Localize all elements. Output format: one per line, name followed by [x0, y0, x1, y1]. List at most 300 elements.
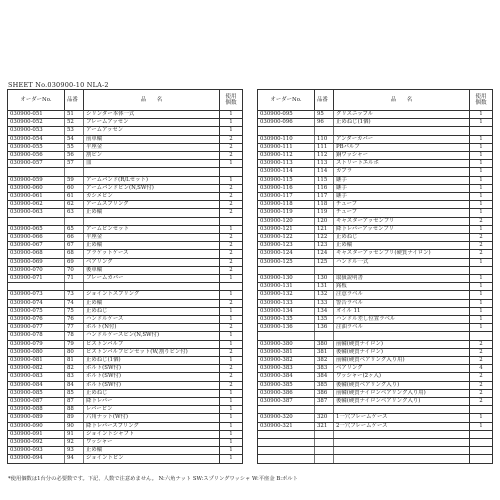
part-name-cell: レバーピン [84, 406, 220, 414]
table-row [8, 348, 243, 356]
table-row [8, 119, 243, 127]
order-no-cell: 030900-382 [258, 357, 315, 365]
part-name-cell: 平座金 [84, 143, 220, 151]
order-no-cell: 030900-081 [8, 357, 65, 365]
part-no-cell: 68 [65, 250, 84, 258]
table-row [8, 266, 243, 274]
order-no-cell: 030900-135 [258, 316, 315, 324]
part-no-cell: 54 [65, 135, 84, 143]
qty-cell: 2 [220, 242, 243, 250]
part-no-cell [315, 332, 334, 340]
part-no-cell: 115 [315, 176, 334, 184]
order-no-cell: 030900-116 [258, 184, 315, 192]
table-row [8, 455, 243, 463]
part-no-cell: 89 [65, 414, 84, 422]
part-no-cell: 77 [65, 324, 84, 332]
qty-cell: 2 [470, 398, 493, 406]
order-no-cell: 030900-062 [8, 201, 65, 209]
table-row [258, 406, 493, 414]
qty-cell: 1 [470, 414, 493, 422]
qty-cell: 1 [470, 422, 493, 430]
part-no-cell: 95 [315, 111, 334, 119]
table-row [258, 266, 493, 274]
part-name-cell [334, 406, 470, 414]
part-no-cell [315, 406, 334, 414]
order-no-cell: 030900-111 [258, 143, 315, 151]
table-row [8, 357, 243, 365]
part-name-cell: 前輪(硬質ベアリング入り用) [334, 357, 470, 365]
table-row [8, 365, 243, 373]
order-no-cell: 030900-078 [8, 332, 65, 340]
table-row [258, 250, 493, 258]
part-no-cell: 59 [65, 176, 84, 184]
table-row [8, 168, 243, 176]
table-row [8, 439, 243, 447]
table-row [8, 332, 243, 340]
table-row [8, 250, 243, 258]
qty-cell: 1 [220, 340, 243, 348]
table-row [258, 225, 493, 233]
table-row [258, 160, 493, 168]
part-name-cell: ジョイントシャフト [84, 430, 220, 438]
part-no-cell: 53 [65, 127, 84, 135]
part-name-cell: 継手 [334, 193, 470, 201]
qty-cell: 2 [220, 201, 243, 209]
part-no-cell: 91 [65, 430, 84, 438]
part-name-cell: チューブ [334, 201, 470, 209]
qty-cell: 1 [220, 119, 243, 127]
part-no-cell [65, 168, 84, 176]
part-name-cell: 降下レバースプリング [84, 422, 220, 430]
part-no-cell: 51 [65, 111, 84, 119]
table-row [258, 176, 493, 184]
order-no-cell: 030900-059 [8, 176, 65, 184]
order-no-cell: 030900-092 [8, 439, 65, 447]
qty-cell [470, 266, 493, 274]
qty-cell: 2 [220, 348, 243, 356]
order-no-cell: 030900-321 [258, 422, 315, 430]
table-row [258, 217, 493, 225]
part-name-cell [84, 168, 220, 176]
table-row [8, 430, 243, 438]
part-no-cell: 118 [315, 201, 334, 209]
order-no-cell: 030900-070 [8, 266, 65, 274]
qty-cell: 2 [220, 184, 243, 192]
order-no-cell: 030900-079 [8, 340, 65, 348]
part-name-cell: カプラ [334, 168, 470, 176]
table-row [8, 135, 243, 143]
part-name-cell: ハンドル一式 [334, 258, 470, 266]
table-row [8, 291, 243, 299]
order-no-cell: 030900-124 [258, 250, 315, 258]
part-name-cell: 止め輪 [84, 242, 220, 250]
qty-cell: 2 [220, 152, 243, 160]
qty-cell: 1 [470, 225, 493, 233]
part-no-cell: 111 [315, 143, 334, 151]
qty-cell: 1 [470, 275, 493, 283]
table-row [8, 283, 243, 291]
part-no-cell: 122 [315, 234, 334, 242]
qty-cell [220, 217, 243, 225]
table-row [258, 373, 493, 381]
part-no-cell [315, 455, 334, 463]
part-no-cell: 80 [65, 348, 84, 356]
order-no-cell: 030900-076 [8, 316, 65, 324]
qty-cell: 1 [470, 299, 493, 307]
order-no-cell: 030900-387 [258, 398, 315, 406]
qty-cell: 2 [220, 258, 243, 266]
part-name-cell: ワッシャー(2ヶ入) [334, 373, 470, 381]
table-row [258, 291, 493, 299]
table-row [8, 398, 243, 406]
table-row [8, 225, 243, 233]
order-no-cell: 030900-057 [8, 160, 65, 168]
part-name-cell: 割ピン [84, 152, 220, 160]
qty-cell: 1 [470, 184, 493, 192]
part-no-cell: 385 [315, 381, 334, 389]
order-no-cell [258, 332, 315, 340]
part-name-cell: ボルト(SW付) [84, 373, 220, 381]
order-no-cell: 030900-115 [258, 176, 315, 184]
qty-cell: 1 [470, 135, 493, 143]
part-name-cell: 後輪(硬質ナイロン) [334, 348, 470, 356]
part-name-cell: 止めねじ [84, 389, 220, 397]
order-no-cell: 030900-085 [8, 389, 65, 397]
qty-cell: 2 [220, 234, 243, 242]
part-no-cell: 57 [65, 160, 84, 168]
qty-cell: 4 [470, 365, 493, 373]
part-name-cell: アームバンド(R/Lセット) [84, 176, 220, 184]
order-no-cell: 030900-122 [258, 234, 315, 242]
table-row [258, 275, 493, 283]
part-name-cell: 六角ナット(W付) [84, 414, 220, 422]
order-no-cell: 030900-088 [8, 406, 65, 414]
part-no-cell: 123 [315, 242, 334, 250]
table-row [258, 430, 493, 438]
table-row [8, 258, 243, 266]
table-row [258, 111, 493, 119]
part-no-cell: 114 [315, 168, 334, 176]
part-no-cell: 112 [315, 152, 334, 160]
qty-cell: 1 [220, 160, 243, 168]
order-no-cell: 030900-066 [8, 234, 65, 242]
qty-cell [470, 332, 493, 340]
part-no-cell: 321 [315, 422, 334, 430]
part-no-cell: 79 [65, 340, 84, 348]
part-name-cell: 止めねじ [84, 307, 220, 315]
part-no-cell: 134 [315, 307, 334, 315]
part-name-cell: フレームカバー [84, 275, 220, 283]
order-no-cell: 030900-117 [258, 193, 315, 201]
table-row [258, 283, 493, 291]
qty-cell: 1 [220, 176, 243, 184]
qty-cell: 2 [470, 250, 493, 258]
part-no-cell: 52 [65, 119, 84, 127]
qty-cell: 2 [470, 340, 493, 348]
part-no-cell: 382 [315, 357, 334, 365]
qty-cell: 1 [470, 316, 493, 324]
part-no-cell: 61 [65, 193, 84, 201]
part-name-cell: シリンダー本体一式 [84, 111, 220, 119]
qty-cell: 1 [470, 119, 493, 127]
part-name-cell: 1一穴フレームケース [334, 414, 470, 422]
order-no-cell: 030900-068 [8, 250, 65, 258]
order-no-cell: 030900-118 [258, 201, 315, 209]
part-no-cell: 386 [315, 389, 334, 397]
part-name-cell: 平座金 [84, 234, 220, 242]
qty-cell: 1 [220, 127, 243, 135]
part-name-cell: ストリートエルボ [334, 160, 470, 168]
part-no-cell: 81 [65, 357, 84, 365]
table-row [8, 307, 243, 315]
table-row [258, 365, 493, 373]
part-name-cell: チューブ [334, 209, 470, 217]
part-name-cell: 前輪(硬質ナイロンベアリング入り用) [334, 389, 470, 397]
part-name-cell [334, 455, 470, 463]
part-no-cell: 136 [315, 324, 334, 332]
qty-cell: 1 [470, 291, 493, 299]
part-name-cell: アンダーカバー [334, 135, 470, 143]
table-row [258, 324, 493, 332]
qty-cell [470, 127, 493, 135]
order-no-cell: 030900-385 [258, 381, 315, 389]
order-no-cell: 030900-055 [8, 143, 65, 151]
part-no-cell: 75 [65, 307, 84, 315]
sheet-number: SHEET No.030900-10 NLA-2 [8, 81, 109, 89]
table-row [258, 389, 493, 397]
part-name-cell: ボルト(SW付) [84, 381, 220, 389]
table-row [258, 258, 493, 266]
table-row [8, 201, 243, 209]
table-row [258, 414, 493, 422]
part-no-cell: 66 [65, 234, 84, 242]
table-row [8, 193, 243, 201]
part-no-cell [65, 283, 84, 291]
order-no-cell: 030900-073 [8, 291, 65, 299]
qty-cell: 1 [220, 357, 243, 365]
order-no-cell: 030900-096 [258, 119, 315, 127]
part-name-cell: 降下レバーアッセンブリ [334, 225, 470, 233]
part-name-cell: 注意ラベル [334, 291, 470, 299]
table-row [258, 348, 493, 356]
qty-cell: 1 [220, 447, 243, 455]
part-no-cell: 88 [65, 406, 84, 414]
order-no-cell: 030900-123 [258, 242, 315, 250]
order-no-cell: 030900-084 [8, 381, 65, 389]
part-no-cell: 131 [315, 283, 334, 291]
table-row [8, 217, 243, 225]
table-row [8, 340, 243, 348]
order-no-cell: 030900-082 [8, 365, 65, 373]
part-name-cell: キャスターアッセンブリ [334, 217, 470, 225]
part-no-cell: 62 [65, 201, 84, 209]
qty-cell [220, 283, 243, 291]
part-no-cell: 56 [65, 152, 84, 160]
part-no-cell: 113 [315, 160, 334, 168]
table-row [8, 184, 243, 192]
order-no-cell [258, 455, 315, 463]
qty-cell: 2 [220, 365, 243, 373]
part-name-cell [334, 332, 470, 340]
part-no-cell: 76 [65, 316, 84, 324]
part-no-cell: 135 [315, 316, 334, 324]
order-no-cell: 030900-091 [8, 430, 65, 438]
qty-cell: 1 [220, 307, 243, 315]
table-row [8, 152, 243, 160]
part-name-header: 品 名 [334, 90, 470, 111]
table-row [8, 422, 243, 430]
table-row [258, 316, 493, 324]
part-no-cell: 87 [65, 398, 84, 406]
qty-cell: 1 [470, 193, 493, 201]
part-no-cell: 85 [65, 389, 84, 397]
part-no-cell: 78 [65, 332, 84, 340]
qty-cell: 1 [470, 168, 493, 176]
part-name-cell: オイル 11 [334, 307, 470, 315]
table-header-row [258, 90, 493, 111]
order-no-cell: 030900-384 [258, 373, 315, 381]
part-name-cell: ワッシャー [84, 439, 220, 447]
qty-header-line1: 使用 [475, 93, 487, 100]
order-no-cell [258, 439, 315, 447]
qty-cell: 2 [220, 324, 243, 332]
part-no-cell: 383 [315, 365, 334, 373]
part-name-cell: 後輪(硬質ベアリング入り) [334, 381, 470, 389]
qty-cell: 2 [470, 234, 493, 242]
qty-cell: 2 [220, 373, 243, 381]
footnote: *使用個数は1台分の必要数です。下記、人数で注意めません。 N:六角ナット SW:スプリングワッシャ W:平座金 B:ボルト [8, 476, 298, 482]
qty-cell: 1 [470, 152, 493, 160]
part-name-cell: 銅ワッシャー [334, 152, 470, 160]
part-no-cell: 93 [65, 447, 84, 455]
order-no-cell: 030900-061 [8, 193, 65, 201]
part-no-cell: 130 [315, 275, 334, 283]
order-no-cell: 030900-089 [8, 414, 65, 422]
table-row [258, 135, 493, 143]
qty-cell: 1 [220, 439, 243, 447]
qty-cell: 1 [220, 414, 243, 422]
order-no-cell: 030900-060 [8, 184, 65, 192]
part-name-cell: ボルト(N付) [84, 324, 220, 332]
part-no-cell: 69 [65, 258, 84, 266]
table-row [8, 176, 243, 184]
part-name-cell: 警告ラベル [334, 299, 470, 307]
qty-cell: 2 [470, 348, 493, 356]
part-name-cell [334, 447, 470, 455]
qty-cell: 1 [470, 209, 493, 217]
part-no-cell: 83 [65, 373, 84, 381]
part-no-cell: 70 [65, 266, 84, 274]
table-row [8, 381, 243, 389]
table-row [258, 209, 493, 217]
qty-cell: 2 [220, 266, 243, 274]
part-no-cell: 117 [315, 193, 334, 201]
part-no-cell: 132 [315, 291, 334, 299]
part-name-cell: PBバルブ [334, 143, 470, 151]
table-row [8, 275, 243, 283]
order-no-cell: 030900-056 [8, 152, 65, 160]
order-no-cell [8, 168, 65, 176]
qty-cell [470, 447, 493, 455]
part-name-cell: 止めねじ [334, 234, 470, 242]
table-row [8, 389, 243, 397]
part-name-cell: カシメピン [84, 193, 220, 201]
part-name-cell: ジョイントピン [84, 455, 220, 463]
table-row [8, 127, 243, 135]
qty-header [220, 90, 243, 111]
table-row [258, 184, 493, 192]
order-no-cell [258, 266, 315, 274]
part-name-cell: アームバンドピン(N,SW付) [84, 184, 220, 192]
table-row [8, 160, 243, 168]
order-no-cell: 030900-080 [8, 348, 65, 356]
order-no-header: オーダーNo. [8, 90, 65, 111]
part-no-header: 品番 [315, 90, 334, 111]
part-name-cell: ハンドルケース [84, 316, 220, 324]
part-no-header: 品番 [65, 90, 84, 111]
table-row [8, 324, 243, 332]
qty-cell: 2 [470, 389, 493, 397]
qty-cell: 2 [220, 381, 243, 389]
part-name-header: 品 名 [84, 90, 220, 111]
part-name-cell: ピストンバルブピンセット(W,割りピン付) [84, 348, 220, 356]
part-name-cell [334, 266, 470, 274]
qty-header-line1: 使用 [225, 93, 237, 100]
qty-header [470, 90, 493, 111]
part-no-cell: 381 [315, 348, 334, 356]
part-name-cell: フレームアッセン [84, 119, 220, 127]
part-name-cell: ベアリング [334, 365, 470, 373]
order-no-cell: 030900-112 [258, 152, 315, 160]
part-name-cell: 注油ラベル [334, 324, 470, 332]
qty-header-line2: 個数 [475, 100, 487, 106]
table-row [258, 234, 493, 242]
part-name-cell: 皿 [84, 160, 220, 168]
order-no-cell: 030900-113 [258, 160, 315, 168]
part-no-cell: 60 [65, 184, 84, 192]
table-row [258, 152, 493, 160]
part-no-cell: 71 [65, 275, 84, 283]
order-no-cell [8, 217, 65, 225]
part-no-cell: 116 [315, 184, 334, 192]
part-name-cell: ブラケットケース [84, 250, 220, 258]
part-name-cell [84, 283, 220, 291]
part-name-cell [334, 127, 470, 135]
qty-cell: 1 [470, 176, 493, 184]
order-no-cell: 030900-075 [8, 307, 65, 315]
table-row [258, 447, 493, 455]
table-row [258, 307, 493, 315]
table-row [258, 357, 493, 365]
order-no-cell: 030900-121 [258, 225, 315, 233]
order-no-cell: 030900-132 [258, 291, 315, 299]
part-no-cell: 110 [315, 135, 334, 143]
part-no-cell [65, 217, 84, 225]
qty-cell: 1 [470, 324, 493, 332]
part-name-cell: ハンドル差し位置ラベル [334, 316, 470, 324]
table-row [8, 209, 243, 217]
part-name-cell: 前輪(硬質ナイロン) [334, 340, 470, 348]
qty-cell: 2 [470, 381, 493, 389]
part-no-cell: 92 [65, 439, 84, 447]
table-row [8, 299, 243, 307]
qty-cell: 1 [470, 258, 493, 266]
qty-cell: 1 [220, 316, 243, 324]
part-name-cell: ボルト(SW付) [84, 365, 220, 373]
order-no-cell: 030900-074 [8, 299, 65, 307]
part-no-cell: 133 [315, 299, 334, 307]
part-no-cell: 121 [315, 225, 334, 233]
